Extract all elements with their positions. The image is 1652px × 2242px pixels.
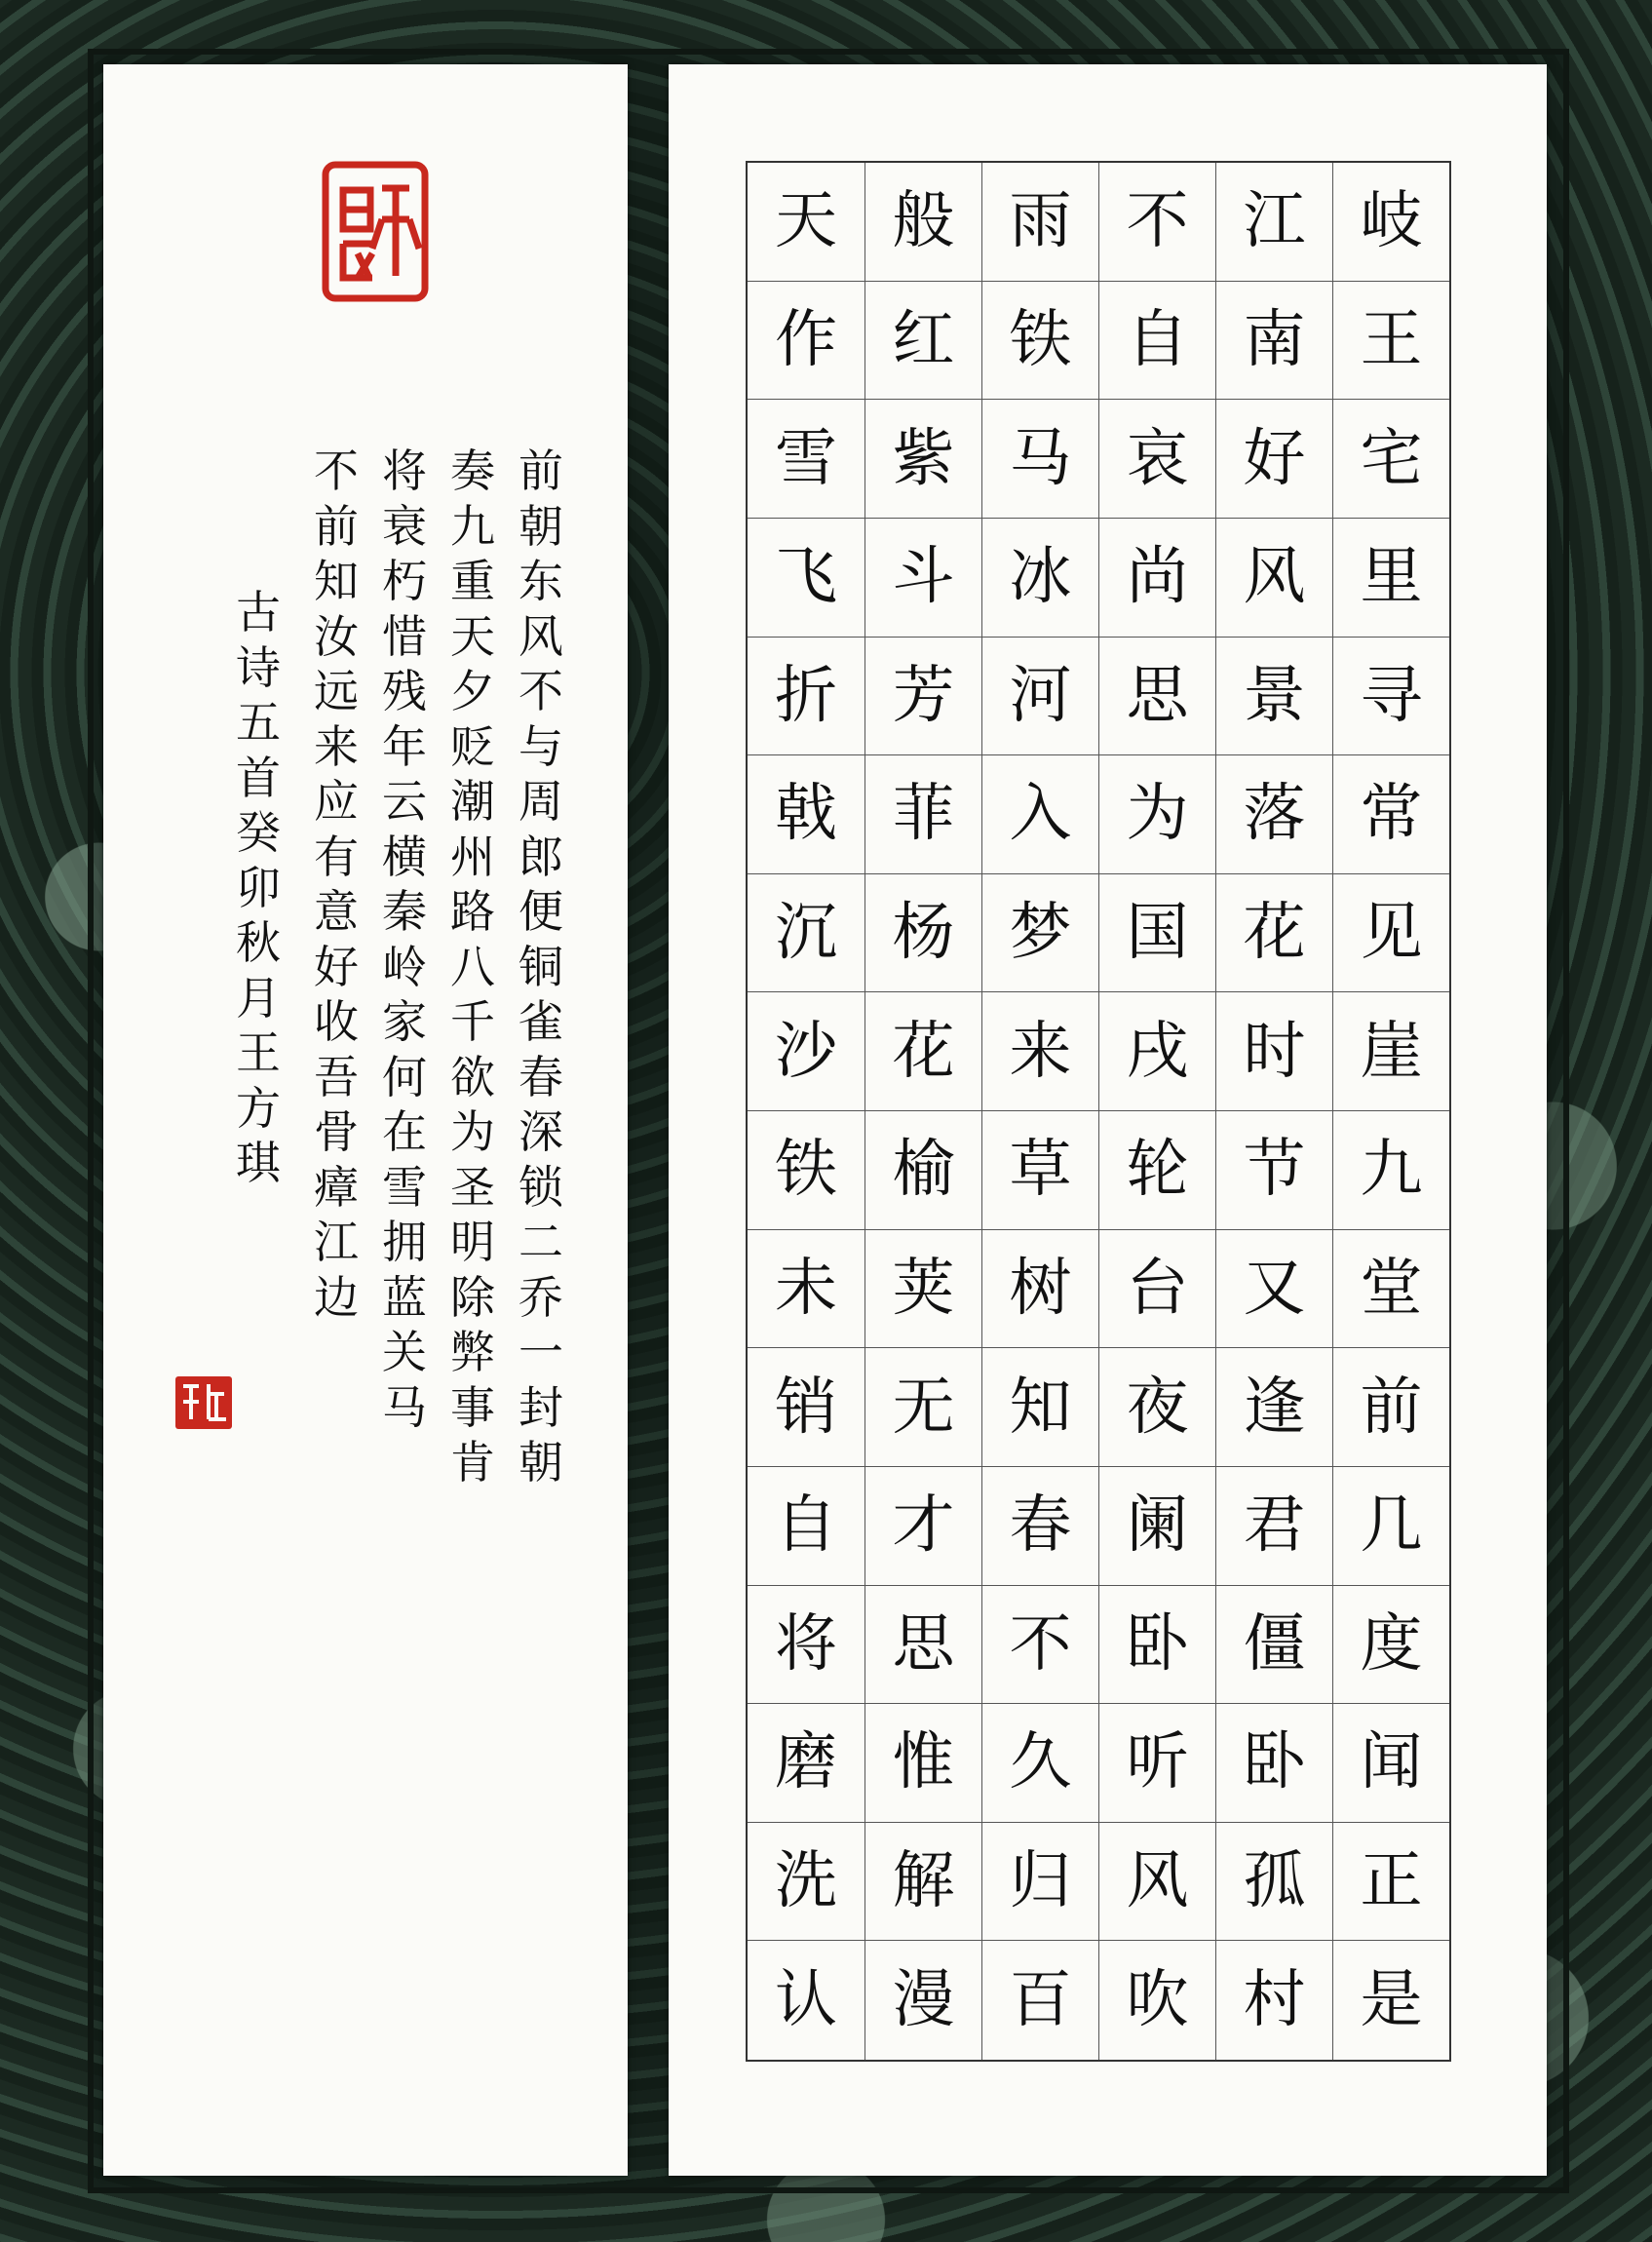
grid-character: 洗	[748, 1823, 864, 1942]
grid-character: 吹	[1126, 1964, 1189, 2037]
grid-character: 知	[982, 1348, 1098, 1467]
grid-character: 自	[748, 1467, 864, 1586]
grid-character: 僵	[1216, 1586, 1332, 1705]
grid-character: 节	[1216, 1111, 1332, 1230]
grid-character: 崖	[1333, 992, 1449, 1111]
grid-character: 景	[1216, 638, 1332, 756]
grid-character: 无	[865, 1348, 981, 1467]
grid-column	[1215, 163, 1332, 2060]
grid-character: 尚	[1099, 519, 1215, 638]
grid-character: 度	[1333, 1586, 1449, 1705]
red-seal-icon	[322, 161, 429, 302]
grid-character: 树	[982, 1230, 1098, 1349]
grid-character: 马	[982, 400, 1098, 519]
colophon-column: 将 衰 朽 惜 残 年 云 横 秦 岭 家 何 在 雪 拥 蓝 关 马	[382, 445, 427, 1434]
grid-character: 春	[982, 1467, 1098, 1586]
colophon-column: 不 前 知 汝 远 来 应 有 意 好 收 吾 骨 瘴 江 边	[314, 445, 359, 1324]
grid-character: 飞	[748, 519, 864, 638]
grid-character: 君	[1216, 1467, 1332, 1586]
grid-character: 铁	[748, 1111, 864, 1230]
grid-character: 听	[1099, 1704, 1215, 1823]
grid-character: 杨	[865, 874, 981, 993]
grid-column	[1098, 163, 1215, 2060]
grid-character: 是	[1360, 1964, 1423, 2037]
grid-character: 村	[1243, 1964, 1306, 2037]
grid-character: 才	[865, 1467, 981, 1586]
grid-character: 百	[1009, 1964, 1072, 2037]
grid-character: 红	[865, 282, 981, 401]
grid-character: 风	[1216, 519, 1332, 638]
grid-character: 寻	[1333, 638, 1449, 756]
grid-character: 作	[748, 282, 864, 401]
grid-character: 认	[775, 1964, 837, 2037]
grid-character: 哀	[1099, 400, 1215, 519]
grid-column	[748, 163, 864, 2060]
grid-character: 南	[1216, 282, 1332, 401]
grid-character: 时	[1216, 992, 1332, 1111]
grid-character: 江	[1216, 163, 1332, 282]
grid-character: 不	[982, 1586, 1098, 1705]
grid-character: 阑	[1099, 1467, 1215, 1586]
grid-character: 见	[1333, 874, 1449, 993]
grid-character: 榆	[865, 1111, 981, 1230]
grid-character: 风	[1099, 1823, 1215, 1942]
grid-character: 卧	[1216, 1704, 1332, 1823]
grid-character: 岐	[1333, 163, 1449, 282]
grid-character: 花	[1216, 874, 1332, 993]
grid-character: 不	[1099, 163, 1215, 282]
grid-character: 为	[1099, 755, 1215, 874]
grid-character: 思	[1099, 638, 1215, 756]
grid-character: 几	[1333, 1467, 1449, 1586]
grid-character: 国	[1099, 874, 1215, 993]
grid-character: 漫	[892, 1964, 955, 2037]
grid-column	[1332, 163, 1449, 2060]
grid-character: 里	[1333, 519, 1449, 638]
grid-character: 河	[982, 638, 1098, 756]
grid-column	[981, 163, 1098, 2060]
grid-character: 落	[1216, 755, 1332, 874]
grid-character: 紫	[865, 400, 981, 519]
grid-character: 轮	[1099, 1111, 1215, 1230]
signature-column: 古 诗 五 首 癸 卯 秋 月 王 方 琪	[236, 586, 281, 1190]
grid-character: 戟	[748, 755, 864, 874]
grid-character: 逢	[1216, 1348, 1332, 1467]
grid-character: 戌	[1099, 992, 1215, 1111]
grid-character: 将	[748, 1586, 864, 1705]
grid-character: 又	[1216, 1230, 1332, 1349]
grid-character: 天	[748, 163, 864, 282]
colophon-column: 前 朝 东 风 不 与 周 郎 便 铜 雀 春 深 锁 二 乔 一 封 朝	[519, 445, 563, 1489]
grid-character: 梦	[982, 874, 1098, 993]
grid-character: 磨	[748, 1704, 864, 1823]
grid-character: 惟	[865, 1704, 981, 1823]
grid-character: 常	[1333, 755, 1449, 874]
grid-character: 斗	[865, 519, 981, 638]
grid-character: 菲	[865, 755, 981, 874]
colophon-column: 奏 九 重 天 夕 贬 潮 州 路 八 千 欲 为 圣 明 除 弊 事 肯	[450, 445, 495, 1489]
grid-character: 芳	[865, 638, 981, 756]
grid-character: 草	[982, 1111, 1098, 1230]
grid-character: 闻	[1333, 1704, 1449, 1823]
grid-character: 堂	[1333, 1230, 1449, 1349]
grid-character: 花	[865, 992, 981, 1111]
grid-character: 未	[748, 1230, 864, 1349]
grid-character: 正	[1333, 1823, 1449, 1942]
grid-character: 夜	[1099, 1348, 1215, 1467]
grid-character: 台	[1099, 1230, 1215, 1349]
signature-seal-icon	[173, 1374, 234, 1431]
grid-character: 解	[865, 1823, 981, 1942]
grid-character: 销	[748, 1348, 864, 1467]
grid-character: 雪	[748, 400, 864, 519]
grid-character: 般	[865, 163, 981, 282]
grid-column	[864, 163, 981, 2060]
grid-character: 来	[982, 992, 1098, 1111]
grid-character: 归	[982, 1823, 1098, 1942]
grid-character: 荚	[865, 1230, 981, 1349]
grid-character: 王	[1333, 282, 1449, 401]
grid-character: 折	[748, 638, 864, 756]
grid-character: 雨	[982, 163, 1098, 282]
grid-character: 铁	[982, 282, 1098, 401]
grid-character: 沉	[748, 874, 864, 993]
character-grid	[746, 161, 1451, 2062]
grid-character: 久	[982, 1704, 1098, 1823]
grid-character: 冰	[982, 519, 1098, 638]
grid-character: 思	[865, 1586, 981, 1705]
grid-character: 好	[1216, 400, 1332, 519]
grid-character: 入	[982, 755, 1098, 874]
grid-character: 宅	[1333, 400, 1449, 519]
grid-character: 九	[1333, 1111, 1449, 1230]
grid-character: 前	[1333, 1348, 1449, 1467]
grid-character: 孤	[1216, 1823, 1332, 1942]
grid-character: 自	[1099, 282, 1215, 401]
grid-character: 沙	[748, 992, 864, 1111]
grid-character: 卧	[1099, 1586, 1215, 1705]
